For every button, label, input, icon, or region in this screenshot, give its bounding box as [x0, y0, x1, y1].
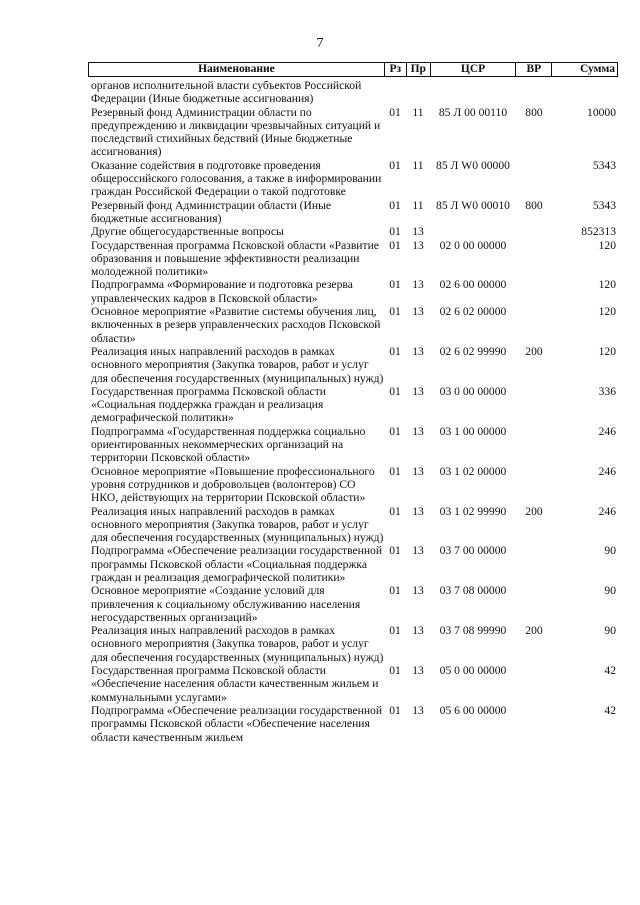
row-csr: 02 0 00 00000	[439, 238, 507, 252]
row-name: Реализация иных направлений расходов в рамках основного мероприятия (Закупка товаров, работ и услуг для обеспечения государственных (муниципальных) нужд)	[91, 504, 384, 545]
row-rz: 01	[389, 504, 401, 518]
row-sum	[552, 77, 618, 106]
header-vr: ВР	[515, 63, 551, 76]
header-csr: ЦСР	[430, 63, 516, 76]
row-csr	[430, 225, 516, 238]
row-vr: 200	[525, 624, 543, 638]
row-rz: 01	[389, 624, 401, 638]
row-vr: 800	[525, 105, 543, 119]
table-row	[88, 239, 618, 279]
row-csr: 85 Л W0 00010	[436, 198, 510, 212]
row-rz: 01	[389, 464, 401, 478]
row-rz: 01	[389, 105, 401, 119]
row-vr	[516, 239, 552, 279]
row-pr: 13	[412, 504, 424, 518]
row-pr	[406, 77, 430, 106]
row-csr: 02 6 02 99990	[439, 344, 507, 358]
table-row	[88, 385, 618, 425]
row-csr: 03 1 02 00000	[439, 464, 507, 478]
table-row	[88, 584, 618, 624]
table-row	[88, 159, 618, 199]
row-pr: 11	[412, 158, 424, 172]
table-row	[88, 345, 618, 385]
table-row	[88, 305, 618, 345]
table-body	[88, 77, 618, 744]
row-vr	[516, 159, 552, 199]
row-csr: 02 6 02 00000	[439, 305, 507, 319]
row-pr: 11	[412, 105, 424, 119]
row-csr: 03 7 08 99990	[439, 624, 507, 638]
row-vr	[516, 278, 552, 305]
page-number: 7	[316, 36, 324, 51]
header-name: Наименование	[198, 63, 275, 75]
row-csr: 03 0 00 00000	[439, 384, 507, 398]
row-rz	[384, 77, 406, 106]
row-csr: 85 Л W0 00000	[436, 158, 510, 172]
table-row	[88, 106, 618, 159]
row-name: Основное мероприятие «Создание условий для привлечения к социальному обслуживанию населения негосударственных организаций»	[91, 584, 361, 624]
row-pr: 13	[412, 584, 424, 598]
row-pr: 13	[412, 238, 424, 252]
row-pr: 13	[412, 305, 424, 319]
row-rz: 01	[389, 424, 401, 438]
row-pr: 13	[412, 664, 424, 678]
row-csr: 05 0 00 00000	[439, 664, 507, 678]
row-vr: 200	[525, 504, 543, 518]
row-csr: 85 Л 00 00110	[438, 105, 508, 119]
row-vr	[516, 584, 552, 624]
row-pr: 11	[412, 198, 424, 212]
row-pr: 13	[412, 278, 424, 292]
row-sum: 246	[598, 464, 616, 478]
row-csr	[430, 77, 516, 106]
row-pr: 13	[412, 344, 424, 358]
table-row	[88, 278, 618, 305]
row-csr: 03 7 08 00000	[439, 584, 507, 598]
row-rz: 01	[389, 584, 401, 598]
row-vr: 200	[525, 344, 543, 358]
row-vr	[516, 225, 552, 238]
row-sum: 120	[598, 238, 616, 252]
row-sum: 42	[604, 703, 616, 717]
table-row	[88, 199, 618, 226]
row-csr: 02 6 00 00000	[439, 278, 507, 292]
row-name: Оказание содействия в подготовке проведения общероссийского голосования, а также в информировании граждан Российской Федерации о такой подготовке	[91, 158, 382, 199]
row-name: Подпрограмма «Обеспечение реализации государственной программы Псковской области «Обеспечение населения области качественным жильем	[91, 703, 383, 744]
row-rz: 01	[389, 238, 401, 252]
table-row	[88, 505, 618, 545]
row-pr: 13	[412, 424, 424, 438]
row-vr	[516, 544, 552, 584]
row-rz: 01	[389, 544, 401, 558]
row-name: Реализация иных направлений расходов в рамках основного мероприятия (Закупка товаров, работ и услуг для обеспечения государственных (муниципальных) нужд)	[91, 624, 384, 664]
row-vr	[516, 77, 552, 106]
row-name: органов исполнительной власти субъектов Российской Федерации (Иные бюджетные ассигнования)	[91, 79, 362, 106]
row-rz: 01	[389, 225, 401, 239]
row-sum: 336	[598, 384, 616, 398]
row-sum: 10000	[587, 105, 616, 119]
row-rz: 01	[389, 158, 401, 172]
table-row	[88, 465, 618, 505]
budget-table	[88, 62, 618, 744]
row-name: Основное мероприятие «Развитие системы обучения лиц, включенных в резерв управленческих расходов Псковской области»	[91, 305, 381, 345]
row-name: Резервный фонд Администрации области (Иные бюджетные ассигнования)	[91, 198, 332, 225]
row-rz: 01	[389, 198, 401, 212]
row-rz: 01	[389, 305, 401, 319]
row-rz: 01	[389, 384, 401, 398]
header-sum: Сумма	[551, 63, 617, 76]
row-sum: 120	[598, 278, 616, 292]
row-rz: 01	[389, 664, 401, 678]
row-sum: 246	[598, 504, 616, 518]
row-vr	[516, 305, 552, 345]
row-rz: 01	[389, 344, 401, 358]
table-row	[88, 77, 618, 106]
table-row	[88, 704, 618, 744]
row-rz: 01	[389, 703, 401, 717]
table-row	[88, 624, 618, 664]
row-pr: 13	[412, 624, 424, 638]
row-csr: 03 1 00 00000	[439, 424, 507, 438]
row-pr: 13	[412, 544, 424, 558]
row-name: Государственная программа Псковской области «Социальная поддержка граждан и реализация демографической политики»	[91, 384, 326, 425]
table-row	[88, 544, 618, 584]
row-pr: 13	[412, 703, 424, 717]
row-name: Подпрограмма «Обеспечение реализации государственной программы Псковской области «Социальная поддержка граждан и реализация демографической политики»	[91, 544, 383, 584]
row-sum: 90	[604, 544, 616, 558]
row-vr: 800	[525, 198, 543, 212]
row-vr	[516, 664, 552, 704]
row-pr: 13	[412, 464, 424, 478]
row-sum: 5343	[592, 198, 616, 212]
table-row	[88, 225, 618, 238]
row-name: Подпрограмма «Формирование и подготовка резерва управленческих кадров в Псковской области»	[91, 278, 353, 305]
table-row	[88, 425, 618, 465]
row-name: Реализация иных направлений расходов в рамках основного мероприятия (Закупка товаров, работ и услуг для обеспечения государственных (муниципальных) нужд)	[91, 344, 384, 385]
row-sum: 246	[598, 424, 616, 438]
row-vr	[516, 425, 552, 465]
table-header	[88, 62, 618, 77]
row-sum: 120	[598, 305, 616, 319]
row-csr: 03 1 02 99990	[439, 504, 507, 518]
row-pr: 13	[412, 225, 424, 239]
row-name: Государственная программа Псковской области «Обеспечение населения области качественным жильем и коммунальными услугами»	[91, 664, 379, 704]
row-sum: 852313	[581, 225, 616, 239]
row-pr: 13	[412, 384, 424, 398]
row-sum: 90	[604, 584, 616, 598]
row-csr: 05 6 00 00000	[439, 703, 507, 717]
row-rz: 01	[389, 278, 401, 292]
row-csr: 03 7 00 00000	[439, 544, 507, 558]
table-row	[88, 664, 618, 704]
header-rz: Рз	[384, 63, 406, 76]
header-pr: Пр	[406, 63, 430, 76]
row-name: Подпрограмма «Государственная поддержка социально ориентированных некоммерческих организаций на территории Псковской области»	[91, 424, 366, 465]
row-name: Основное мероприятие «Повышение профессионального уровня сотрудников и добровольцев (волонтеров) СО НКО, действующих на территории Псковской области»	[91, 464, 375, 505]
row-vr	[516, 465, 552, 505]
row-sum: 90	[604, 624, 616, 638]
row-name: Резервный фонд Администрации области по предупреждению и ликвидации чрезвычайных ситуаций и последствий стихийных бедствий (Иные бюджетные ассигнования)	[91, 105, 381, 159]
row-name: Государственная программа Псковской области «Развитие образования и повышение эффективности реализации молодежной политики»	[91, 238, 379, 279]
row-sum: 120	[598, 344, 616, 358]
row-vr	[516, 704, 552, 744]
row-vr	[516, 385, 552, 425]
row-sum: 42	[604, 664, 616, 678]
row-name: Другие общегосударственные вопросы	[91, 225, 284, 239]
row-sum: 5343	[592, 158, 616, 172]
